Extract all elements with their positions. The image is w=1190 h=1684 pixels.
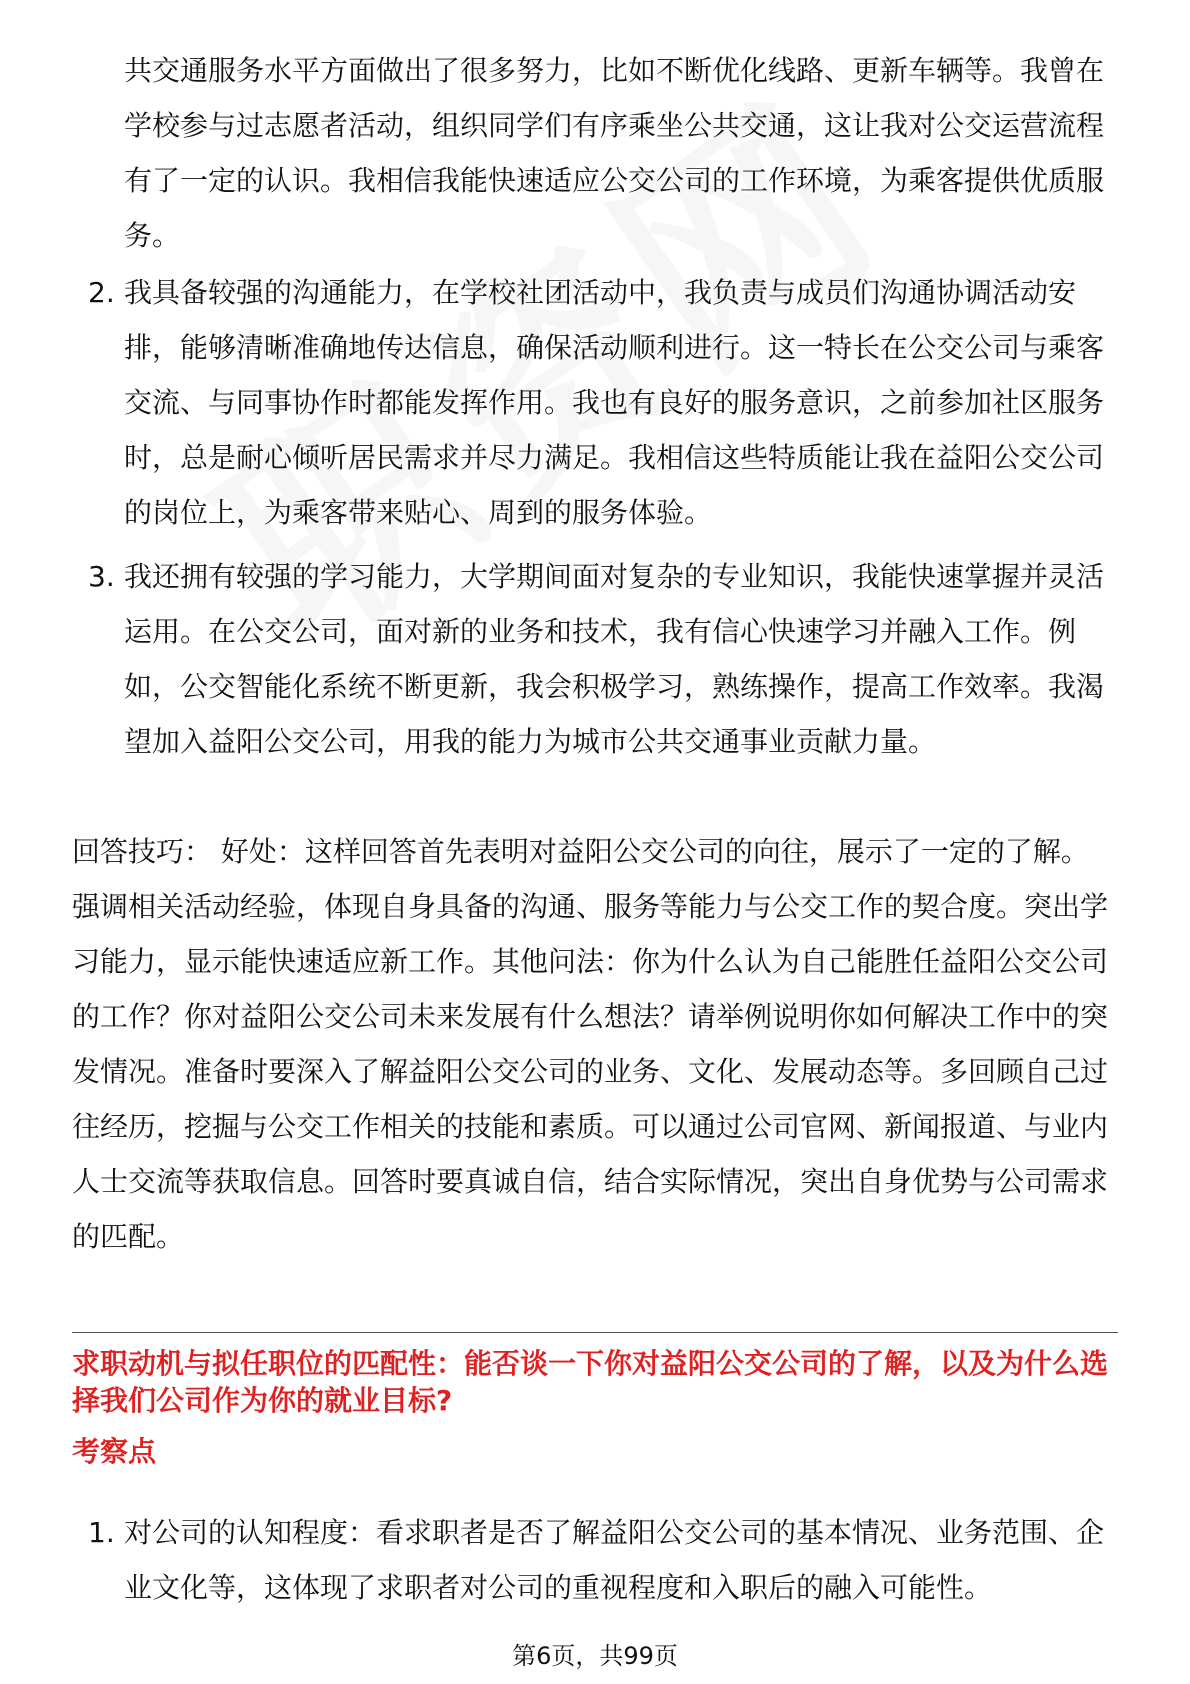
focus-point-text: 对公司的认知程度：看求职者是否了解益阳公交公司的基本情况、业务范围、企业文化等，这体现了求职者对公司的重视程度和入职后的融入可能性。 [124,1516,1105,1604]
list-number: 1. [88,1516,115,1549]
focus-point-item-1 [72,1505,1116,1615]
section-divider [72,1332,1118,1333]
continuation-paragraph: 共交通服务水平方面做出了很多努力，比如不断优化线路、更新车辆等。我曾在学校参与过志愿者活动，组织同学们有序乘坐公共交通，这让我对公交运营流程有了一定的认识。我相信我能快速适应公交公司的工作环境，为乘客提供优质服务。 [124,54,1105,252]
answer-text: 我具备较强的沟通能力，在学校社团活动中，我负责与成员们沟通协调活动安排，能够清晰准确地传达信息，确保活动顺利进行。这一特长在公交公司与乘客交流、与同事协作时都能发挥作用。我也有良好的服务意识，之前参加社区服务时，总是耐心倾听居民需求并尽力满足。我相信这些特质能让我在益阳公交公司的岗位上，为乘客带来贴心、周到的服务体验。 [124,276,1105,529]
focus-points-label: 考察点 [72,1435,157,1468]
answer-tip-paragraph: 回答技巧： 好处：这样回答首先表明对益阳公交公司的向往，展示了一定的了解。强调相关活动经验，体现自身具备的沟通、服务等能力与公交工作的契合度。突出学习能力，显示能快速适应新工作。其他问法：你为什么认为自己能胜任益阳公交公司的工作？你对益阳公交公司未来发展有什么想法？请举例说明你如何解决工作中的突发情况。准备时要深入了解益阳公交公司的业务、文化、发展动态等。多回顾自己过往经历，挖掘与公交工作相关的技能和素质。可以通过公司官网、新闻报道、与业内人士交流等获取信息。回答时要真诚自信，结合实际情况，突出自身优势与公司需求的匹配。 [72,835,1109,1253]
answer-list [72,265,1116,769]
answer-text: 我还拥有较强的学习能力，大学期间面对复杂的专业知识，我能快速掌握并灵活运用。在公交公司，面对新的业务和技术，我有信心快速学习并融入工作。例如，公交智能化系统不断更新，我会积极学习，熟练操作，提高工作效率。我渴望加入益阳公交公司，用我的能力为城市公共交通事业贡献力量。 [124,560,1105,758]
list-number: 3. [88,560,115,593]
page-number-footer: 第6页，共99页 [512,1642,678,1670]
list-number: 2. [88,276,115,309]
answer-item-3 [72,549,1116,769]
question-heading: 求职动机与拟任职位的匹配性：能否谈一下你对益阳公交公司的了解，以及为什么选择我们公司作为你的就业目标? [72,1347,1109,1417]
focus-points-list [72,1505,1116,1615]
answer-item-2 [72,265,1116,540]
